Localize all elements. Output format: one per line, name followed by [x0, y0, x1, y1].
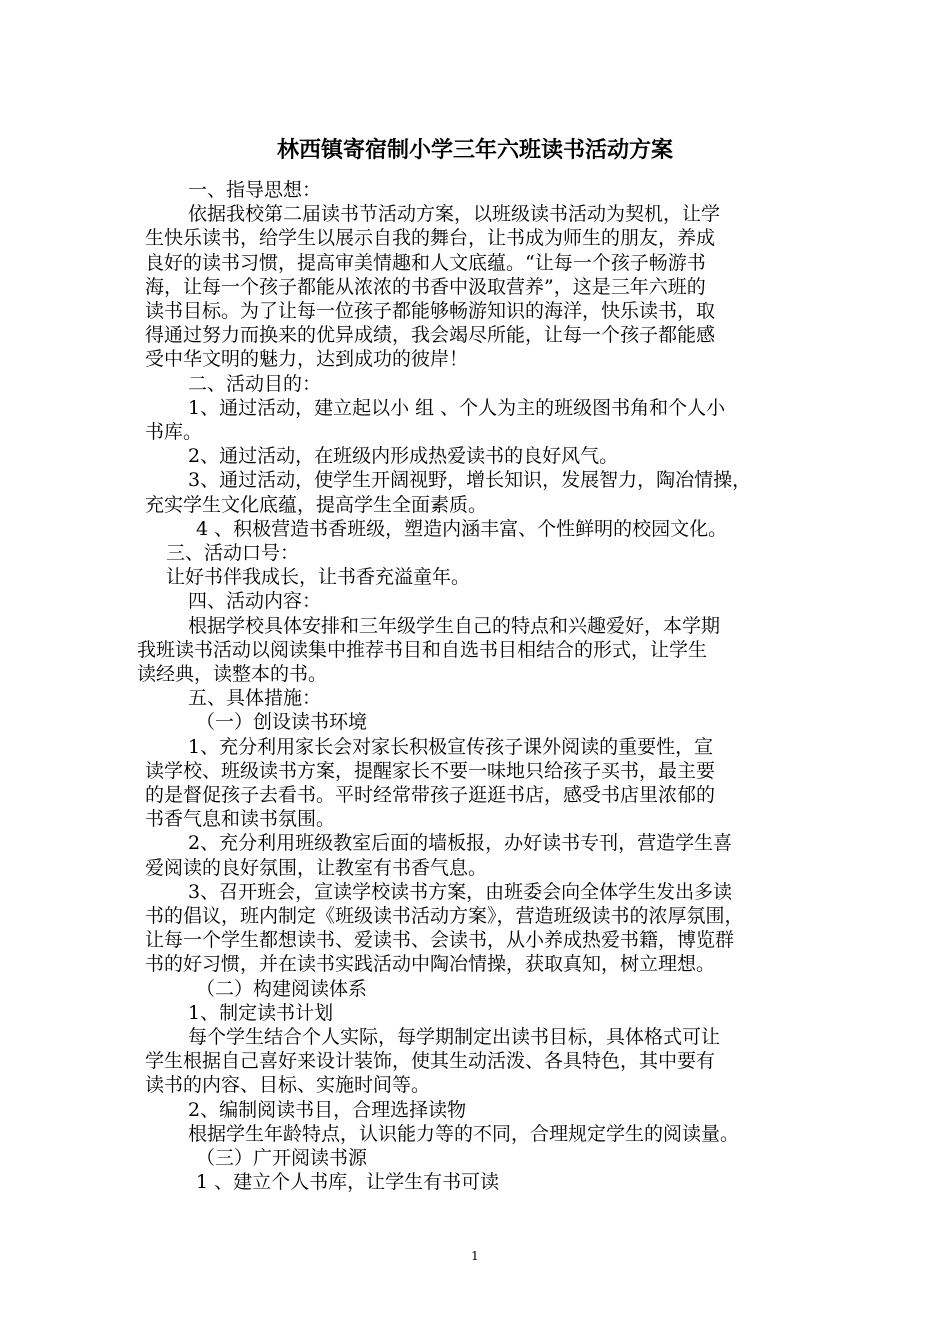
- text-line: （一）创设读书环境: [196, 711, 368, 733]
- text-line: 依据我校第二届读书节活动方案，以班级读书活动为契机，让学: [188, 203, 721, 225]
- text-line: 2、充分利用班级教室后面的墙板报，办好读书专刊，营造学生喜: [188, 832, 733, 854]
- text-line: 受中华文明的魅力，达到成功的彼岸！: [145, 348, 469, 370]
- text-line: 我班读书活动以阅读集中推荐书目和自选书目相结合的形式，让学生: [137, 639, 708, 661]
- text-line: 每个学生结合个人实际，每学期制定出读书目标，具体格式可让: [188, 1026, 721, 1048]
- text-line: 2、编制阅读书目，合理选择读物: [188, 1099, 467, 1121]
- text-line: 五、具体措施：: [188, 687, 322, 709]
- text-line: 1、充分利用家长会对家长积极宣传孩子课外阅读的重要性，宣: [188, 736, 714, 758]
- text-line: 根据学生年龄特点，认识能力等的不同，合理规定学生的阅读量。: [188, 1123, 740, 1145]
- document-title: 林西镇寄宿制小学三年六班读书活动方案: [276, 137, 673, 163]
- text-line: 学生根据自己喜好来设计装饰，使其生动活泼、各具特色，其中要有: [145, 1050, 716, 1072]
- text-line: 三、活动口号：: [166, 542, 300, 564]
- text-line: 读学校、班级读书方案，提醒家长不要一味地只给孩子买书，最主要: [145, 760, 716, 782]
- text-line: 书香气息和读书氛围。: [145, 808, 336, 830]
- text-line: 书的好习惯，并在读书实践活动中陶冶情操，获取真知，树立理想。: [145, 953, 716, 975]
- text-line: 爱阅读的良好氛围，让教室有书香气息。: [145, 857, 488, 879]
- text-line: 四、活动内容：: [188, 590, 322, 612]
- text-line: 1、通过活动，建立起以小 组 、个人为主的班级图书角和个人小: [188, 397, 726, 419]
- text-line: 二、活动目的：: [188, 373, 322, 395]
- text-line: 读书的内容、目标、实施时间等。: [145, 1074, 431, 1096]
- text-line: 4 、积极营造书香班级，塑造内涵丰富、个性鲜明的校园文化。: [196, 518, 728, 540]
- text-line: 1 、建立个人书库，让学生有书可读: [196, 1171, 500, 1193]
- text-line: 充实学生文化底蕴，提高学生全面素质。: [145, 494, 488, 516]
- text-line: 根据学校具体安排和三年级学生自己的特点和兴趣爱好，本学期: [188, 615, 721, 637]
- page-number: 1: [471, 1249, 479, 1263]
- text-line: 书的倡议，班内制定《班级读书活动方案》，营造班级读书的浓厚氛围，: [145, 905, 744, 927]
- text-line: 3、召开班会，宣读学校读书方案，由班委会向全体学生发出多读: [188, 881, 733, 903]
- text-line: 生快乐读书，给学生以展示自我的舞台，让书成为师生的朋友，养成: [145, 227, 716, 249]
- text-line: 2、通过活动，在班级内形成热爱读书的良好风气。: [188, 445, 619, 467]
- text-line: 书库。: [145, 421, 203, 443]
- text-line: 3、通过活动，使学生开阔视野，增长知识，发展智力，陶冶情操，: [188, 469, 752, 491]
- text-line: 良好的读书习惯，提高审美情趣和人文底蕴。“让每一个孩子畅游书: [145, 252, 706, 274]
- text-line: 得通过努力而换来的优异成绩，我会竭尽所能，让每一个孩子都能感: [145, 324, 716, 346]
- text-line: （二）构建阅读体系: [196, 978, 368, 1000]
- text-line: 一、指导思想：: [188, 179, 322, 201]
- text-line: 1、制定读书计划: [188, 1002, 334, 1024]
- text-line: 的是督促孩子去看书。平时经常带孩子逛逛书店，感受书店里浓郁的: [145, 784, 716, 806]
- text-line: 让好书伴我成长，让书香充溢童年。: [166, 566, 471, 588]
- text-line: 读经典，读整本的书。: [137, 663, 328, 685]
- text-line: 让每一个学生都想读书、爱读书、会读书，从小养成热爱书籍，博览群: [145, 929, 735, 951]
- text-line: （三）广开阅读书源: [196, 1147, 368, 1169]
- text-line: 读书目标。为了让每一位孩子都能够畅游知识的海洋，快乐读书，取: [145, 300, 716, 322]
- text-line: 海，让每一个孩子都能从浓浓的书香中汲取营养”，这是三年六班的: [145, 276, 706, 298]
